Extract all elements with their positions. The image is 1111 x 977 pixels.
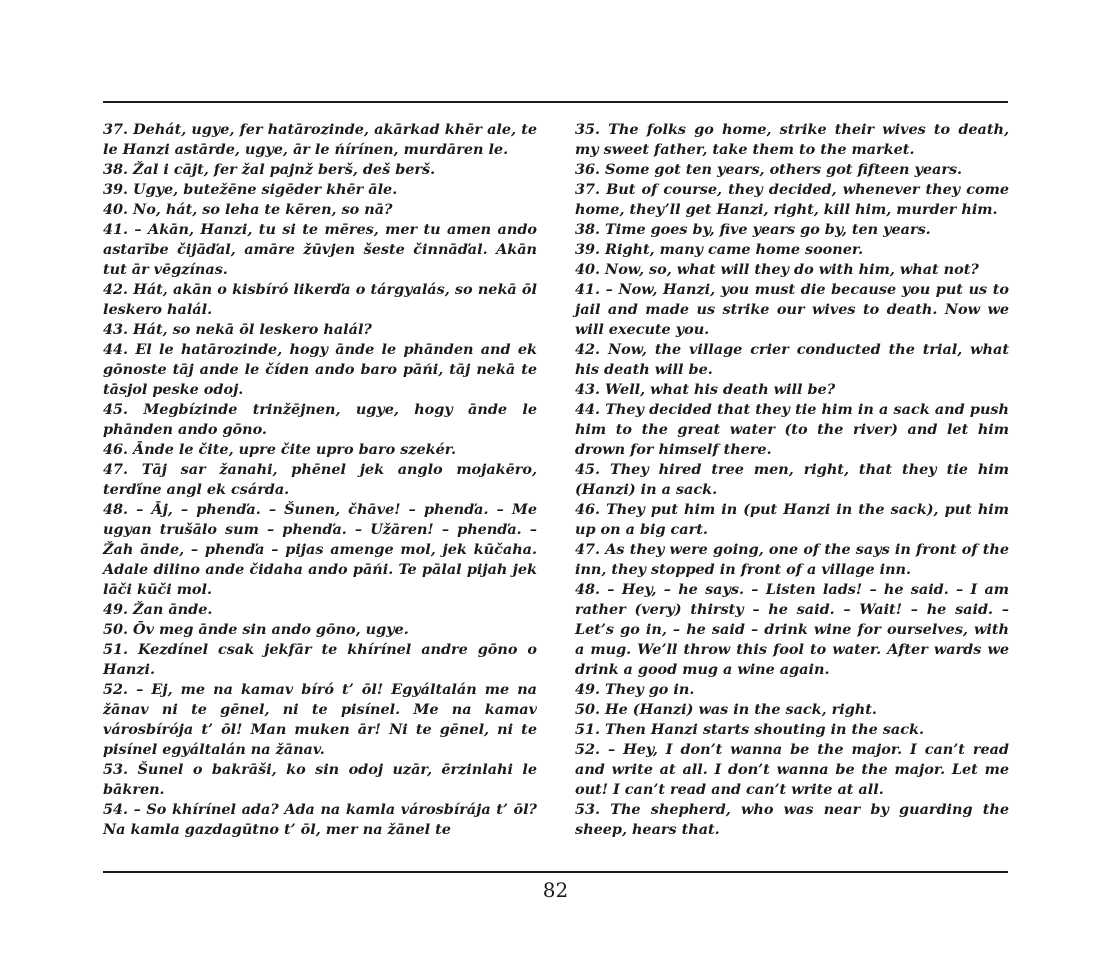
paragraph: 49. They go in.: [575, 681, 695, 698]
paragraph: 50. He (Hanzi) was in the sack, right.: [575, 701, 877, 718]
paragraph: 51. Kezdínel csak jekfār te khírínel andre gōno o Hanzi.: [103, 641, 537, 678]
english-translation-column: [575, 120, 1009, 840]
paragraph: 42. Now, the village crier conducted the trial, what his death will be.: [575, 341, 1009, 378]
paragraph: 46. They put him in (put Hanzi in the sack), put him up on a big cart.: [575, 501, 1009, 538]
top-rule: [103, 101, 1008, 103]
paragraph: 53. The shepherd, who was near by guarding the sheep, hears that.: [575, 801, 1009, 838]
paragraph: 48. – Hey, – he says. – Listen lads! – he said. – I am rather (very) thirsty – he said. – Wait! – he said. – Let’s go in, – he said – drink wine for ourselves, with a mug. We’ll throw this fool to water. After wards we drink a good mug a wine again.: [575, 581, 1009, 678]
paragraph: 45. They hired tree men, right, that they tie him (Hanzi) in a sack.: [575, 461, 1009, 498]
paragraph: 38. Time goes by, five years go by, ten years.: [575, 221, 931, 238]
paragraph: 49. Žan ānde.: [103, 601, 213, 618]
paragraph: 50. Ōv meg ānde sin ando gōno, ugye.: [103, 621, 409, 638]
paragraph: 39. Ugye, butežēne sigēder khēr āle.: [103, 181, 398, 198]
paragraph: 41. – Now, Hanzi, you must die because you put us to jail and made us strike our wives to death. Now we will execute you.: [575, 281, 1009, 338]
paragraph: 48. – Āj, – phenďa. – Šunen, čhāve! – phenďa. – Me ugyan trušālo sum – phenďa. – Užāren! – phenďa. – Žah ānde, – phenďa – pijas amenge mol, jek kūčaha. Adale dilino ande čidaha ando pāńi. Te pālal pijah jek lāči kūči mol.: [103, 501, 537, 598]
page-number: 82: [542, 878, 569, 902]
bottom-rule: [103, 871, 1008, 873]
paragraph: 52. – Hey, I don’t wanna be the major. I can’t read and write at all. I don’t wanna be the major. Let me out! I can’t read and can’t write at all.: [575, 741, 1009, 798]
paragraph: 40. No, hát, so leha te kēren, so nā?: [103, 201, 393, 218]
paragraph: 37. But of course, they decided, whenever they come home, they’ll get Hanzi, right, kill him, murder him.: [575, 181, 1009, 218]
paragraph: 54. – So khírínel ada? Ada na kamla városbírája t’ ōl? Na kamla gazdagūtno t’ ōl, mer na žānel te: [103, 801, 537, 838]
paragraph: 43. Well, what his death will be?: [575, 381, 836, 398]
paragraph: 47. As they were going, one of the says in front of the inn, they stopped in front of a village inn.: [575, 541, 1009, 578]
paragraph: 40. Now, so, what will they do with him, what not?: [575, 261, 979, 278]
paragraph: 44. They decided that they tie him in a sack and push him to the great water (to the river) and let him drown for himself there.: [575, 401, 1009, 458]
romani-text-column: [103, 120, 537, 840]
paragraph: 36. Some got ten years, others got fifteen years.: [575, 161, 963, 178]
paragraph: 46. Ānde le čite, upre čite upro baro szekér.: [103, 441, 457, 458]
paragraph: 42. Hát, akān o kisbíró likerďa o tárgyalás, so nekā ōl leskero halál.: [103, 281, 537, 318]
paragraph: 43. Hát, so nekā ōl leskero halál?: [103, 321, 372, 338]
paragraph: 51. Then Hanzi starts shouting in the sack.: [575, 721, 924, 738]
paragraph: 37. Dehát, ugye, fer hatārozinde, akārkad khēr ale, te le Hanzi astārde, ugye, ār le ńírínen, murdāren le.: [103, 121, 537, 158]
paragraph: 53. Šunel o bakrāši, ko sin odoj uzār, ērzinlahi le bākren.: [103, 761, 537, 798]
paragraph: 39. Right, many came home sooner.: [575, 241, 864, 258]
paragraph: 41. – Akān, Hanzi, tu si te mēres, mer tu amen ando astarībe čijāďal, amāre žūvjen šeste činnāďal. Akān tut ār vēgzínas.: [103, 221, 537, 278]
paragraph: 44. El le hatārozinde, hogy ānde le phānden and ek gōnoste tāj ande le číden ando baro pāńi, tāj nekā te tāsjol peske odoj.: [103, 341, 537, 398]
paragraph: 35. The folks go home, strike their wives to death, my sweet father, take them to the market.: [575, 121, 1009, 158]
paragraph: 38. Žal i cājt, fer žal pajnž berš, deš berš.: [103, 161, 436, 178]
paragraph: 45. Megbízinde trinžējnen, ugye, hogy ānde le phānden ando gōno.: [103, 401, 537, 438]
paragraph: 52. – Ej, me na kamav bíró t’ ōl! Egyáltalán me na žānav ni te gēnel, ni te pisínel. Me na kamav városbírója t’ ōl! Man muken ār! Ni te gēnel, ni te pisínel egyáltalán na žānav.: [103, 681, 537, 758]
paragraph: 47. Tāj sar žanahi, phēnel jek anglo mojakēro, terďíne angl ek csárda.: [103, 461, 537, 498]
